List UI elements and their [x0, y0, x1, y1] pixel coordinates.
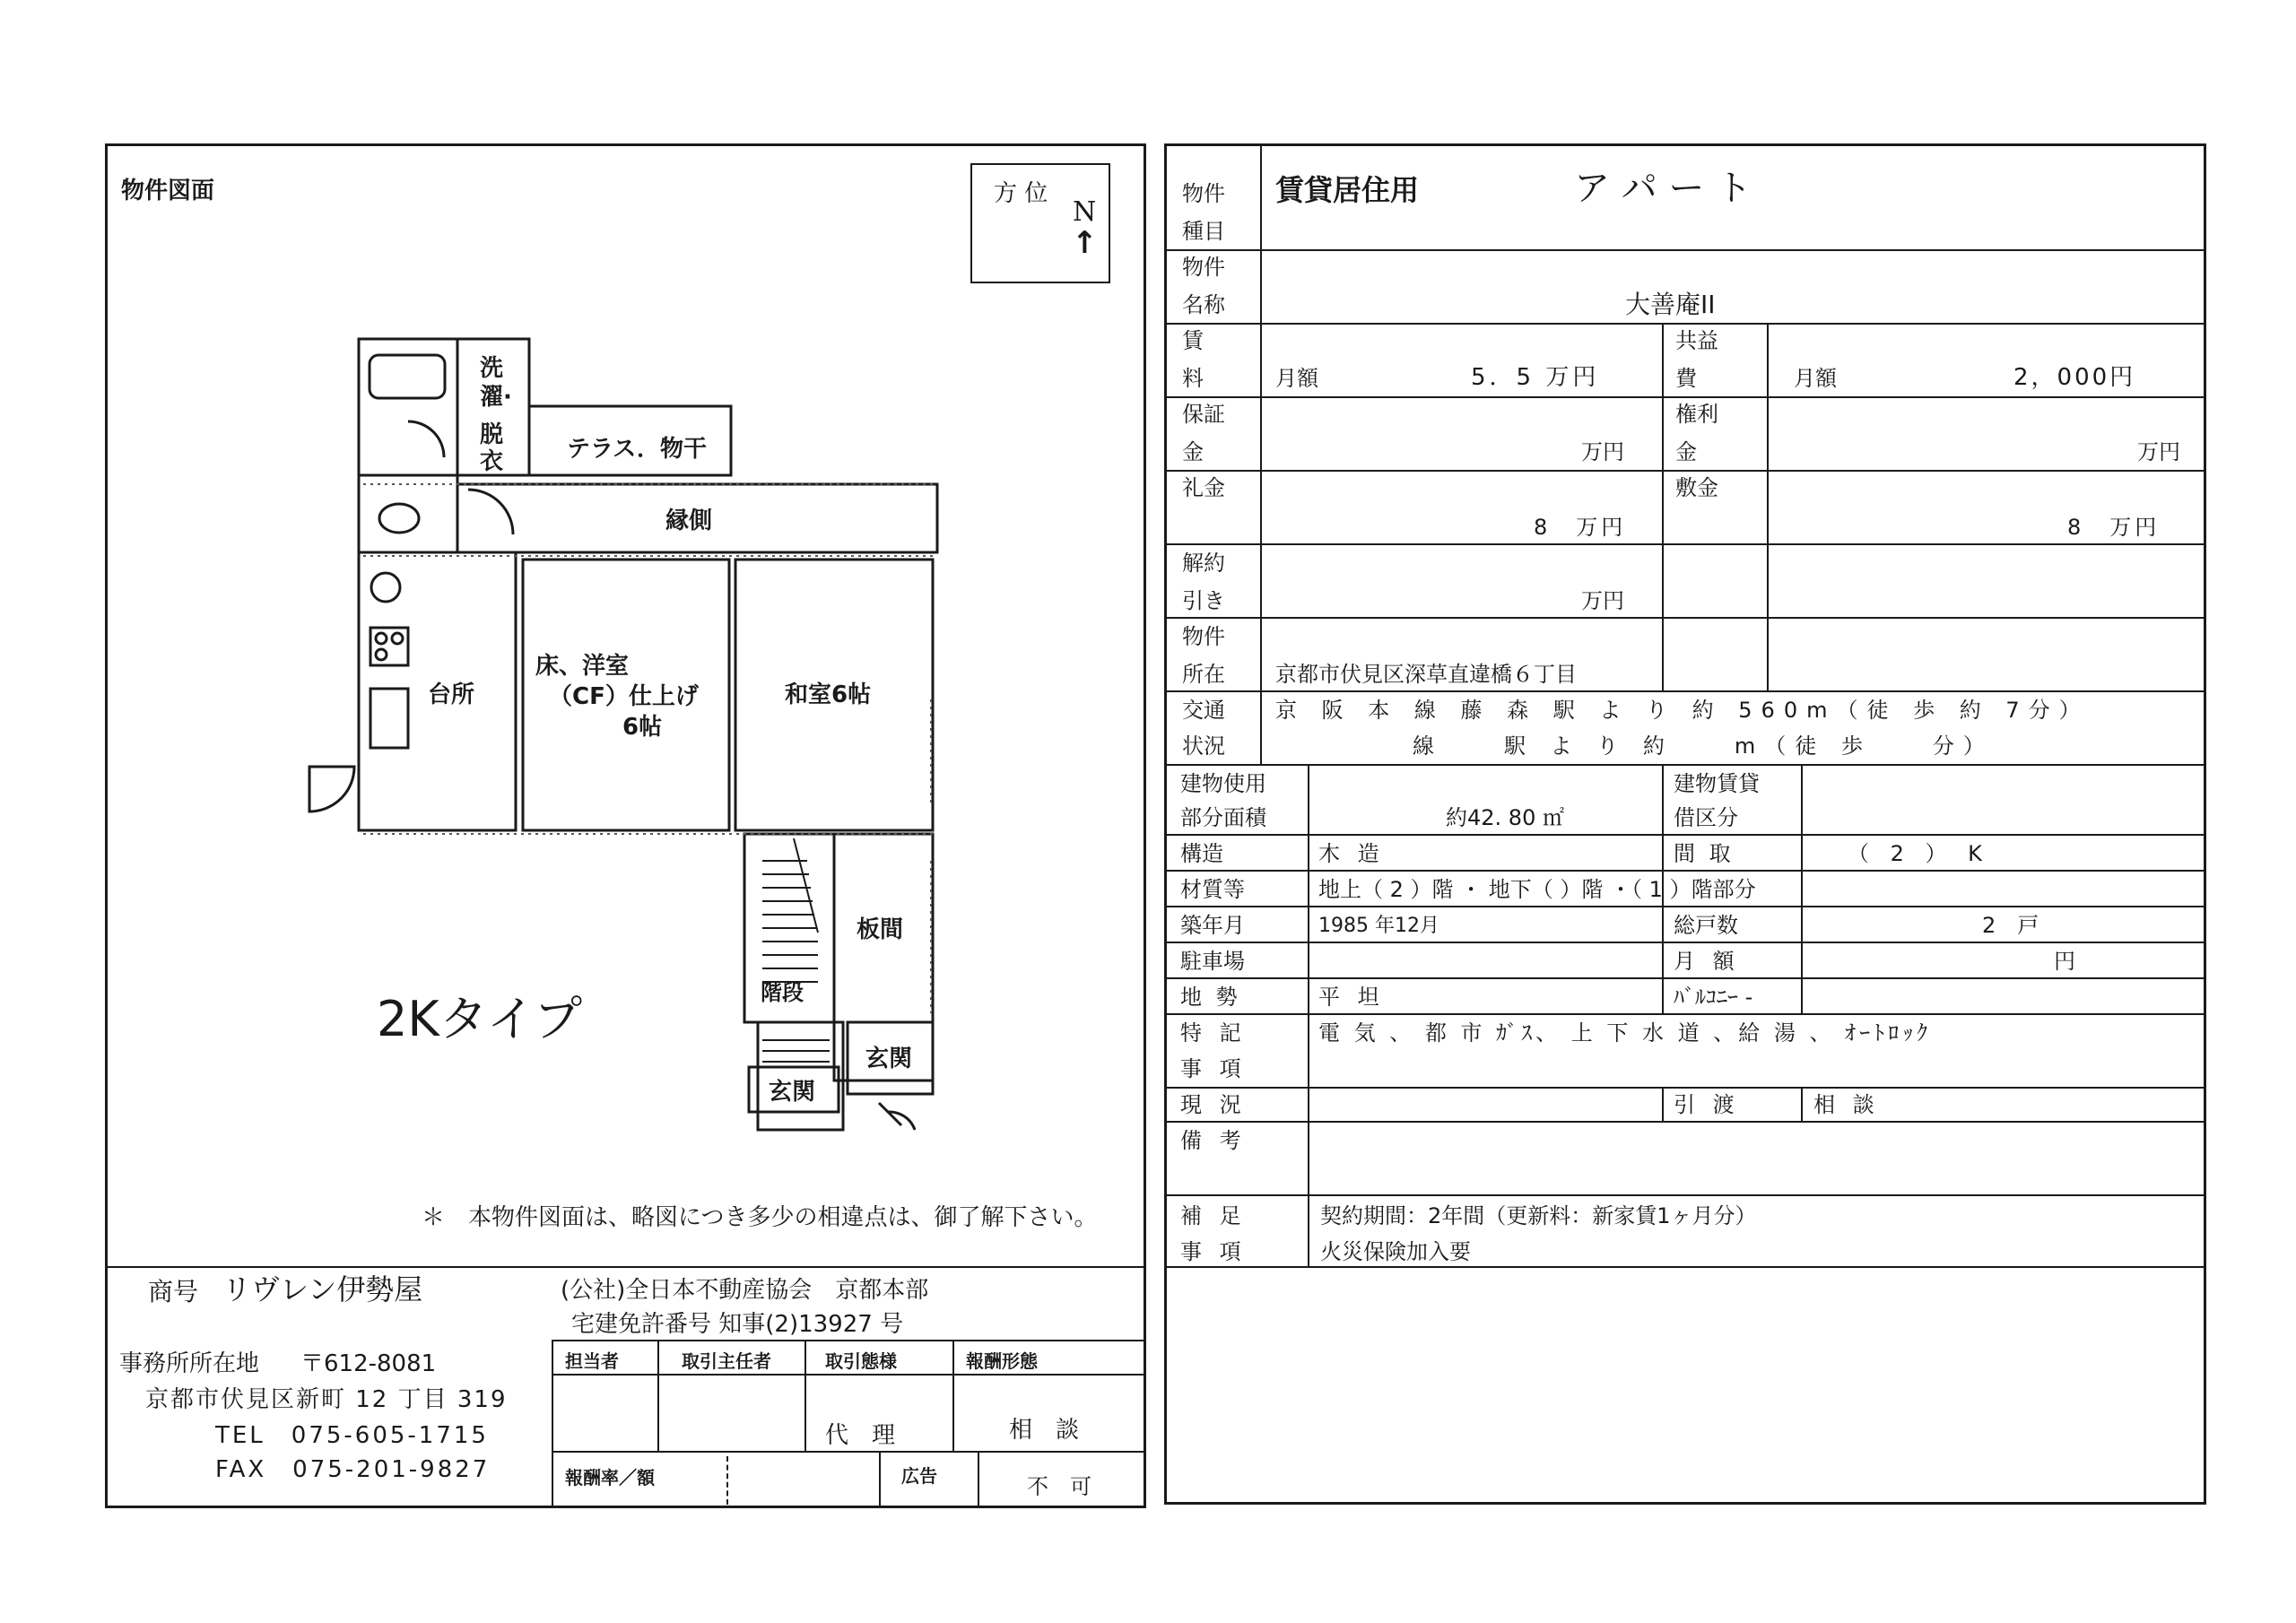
structure-value: 木 造: [1318, 841, 1385, 866]
trade-name: リヴレン伊勢屋: [222, 1272, 423, 1306]
material-value: 地上（ 2 ）階 ・ 地下（ ）階 ・（ 1 ）階部分: [1318, 877, 1756, 902]
terrain-label: 地 勢: [1180, 985, 1241, 1010]
divider: [1164, 323, 2206, 325]
remarks-label: 備 考: [1180, 1128, 1247, 1153]
kaiyaku-label: 引き: [1182, 588, 1225, 613]
room-japanese-label: 和室6帖: [785, 681, 872, 708]
rate-label: 報酬率／額: [565, 1467, 655, 1488]
rent-value: 5．5 万円: [1471, 364, 1600, 391]
divider: [552, 1340, 1146, 1341]
office-address-label: 事務所所在地: [119, 1350, 260, 1377]
postal-code: 〒612-8081: [300, 1350, 437, 1377]
reikin-value: 8 万円: [1534, 515, 1627, 540]
col-houshu: 報酬形態: [966, 1350, 1038, 1372]
divider: [1801, 1087, 1803, 1121]
col-torihiki: 取引主任者: [682, 1350, 771, 1372]
kyoeki-label: 費: [1675, 366, 1697, 391]
parking-label: 駐車場: [1180, 949, 1245, 974]
divider: [552, 1340, 553, 1508]
floor-plan-type-label: 2Kタイプ: [377, 991, 583, 1047]
built-label: 築年月: [1180, 913, 1245, 938]
divider: [552, 1451, 1146, 1453]
panel-header: 物件図面: [121, 178, 215, 204]
license-number: 宅建免許番号 知事(2)13927 号: [571, 1311, 904, 1338]
special-label: 事 項: [1180, 1056, 1247, 1081]
divider: [1260, 143, 1262, 764]
divider: [726, 1456, 728, 1505]
room-western-label: 6帖: [622, 714, 663, 741]
supp-label: 事 項: [1180, 1239, 1247, 1264]
type-building: ア パ ー ト: [1574, 168, 1752, 209]
val-houshu: 相 談: [1009, 1417, 1080, 1444]
kyoeki-label: 共益: [1675, 328, 1718, 353]
room-kitchen-label: 台所: [428, 681, 475, 708]
divider: [1164, 1121, 2206, 1123]
location-label: 物件: [1182, 624, 1225, 649]
divider: [1164, 764, 2206, 766]
area-value: 約42. 80 ㎡: [1446, 805, 1564, 830]
office-tel: TEL 075-605-1715: [215, 1422, 489, 1449]
hosho-value: 万円: [1581, 439, 1624, 464]
room-stairs-label: 階段: [761, 980, 804, 1005]
divider: [1164, 834, 2206, 836]
location-value: 京都市伏見区深草直違橋６丁目: [1275, 662, 1577, 687]
divider: [552, 1374, 1146, 1376]
transport-label: 交通: [1182, 698, 1225, 723]
divider: [1801, 764, 1803, 1013]
area-label: 建物使用: [1180, 771, 1266, 796]
divider: [1164, 543, 2206, 545]
disclaimer-note: ＊ 本物件図面は、略図につき多少の相違点は、御了解下さい。: [422, 1204, 1098, 1231]
kenri-label: 金: [1675, 439, 1697, 464]
madori-value: （ 2 ） K: [1848, 841, 1989, 866]
structure-label: 構造: [1180, 841, 1223, 866]
room-wash-label: 衣: [480, 448, 504, 475]
rent-month-label: 月額: [1275, 366, 1318, 391]
madori-label: 間 取: [1674, 841, 1735, 866]
room-engawa-label: 縁側: [665, 508, 713, 534]
kyoeki-value: 2，000円: [2013, 364, 2136, 391]
kenri-label: 権利: [1675, 402, 1718, 427]
parking-value: 円: [2054, 949, 2075, 974]
reikin-label: 礼金: [1182, 475, 1225, 500]
balcony-value: ﾊﾞﾙｺﾆｰ -: [1674, 985, 1753, 1010]
room-wash-label: 洗: [480, 355, 504, 382]
compass-north: N: [1073, 196, 1097, 228]
units-value: 2 戸: [1982, 913, 2039, 938]
shikikin-label: 敷金: [1675, 475, 1718, 500]
col-tanto: 担当者: [565, 1350, 619, 1372]
area-label: 部分面積: [1180, 805, 1266, 830]
divider: [1164, 396, 2206, 398]
val-taiyo: 代 理: [825, 1422, 896, 1449]
divider: [1308, 764, 1309, 1266]
material-label: 材質等: [1180, 877, 1245, 902]
divider: [952, 1340, 954, 1451]
type-label: 種目: [1182, 219, 1225, 244]
room-wash-label: 脱: [480, 421, 504, 448]
kaiyaku-value: 万円: [1581, 588, 1624, 613]
divider: [1164, 906, 2206, 907]
association-name: (公社)全日本不動産協会 京都本部: [561, 1277, 929, 1304]
built-value: 1985 年12月: [1318, 915, 1439, 937]
hosho-label: 金: [1182, 439, 1204, 464]
supp-contract: 契約期間：2年間（更新料：新家賃1ヶ月分）: [1320, 1203, 1757, 1228]
terrain-value: 平 坦: [1318, 985, 1385, 1010]
north-arrow-icon: ↑: [1072, 225, 1098, 261]
divider: [879, 1451, 881, 1508]
kenri-value: 万円: [2137, 439, 2180, 464]
divider: [1164, 1087, 2206, 1089]
rent-label: 料: [1182, 366, 1204, 391]
divider: [657, 1340, 659, 1451]
ad-label: 広告: [901, 1465, 937, 1487]
transport-route-1: 京 阪 本 線 藤 森 駅 よ り 約 560m（徒 歩 約 7分）: [1275, 698, 2090, 723]
office-fax: FAX 075-201-9827: [215, 1456, 491, 1483]
lease-label: 建物賃貸: [1674, 771, 1760, 796]
divider: [105, 1266, 1146, 1268]
divider: [1164, 1013, 2206, 1015]
ad-value: 不 可: [1027, 1474, 1091, 1499]
hosho-label: 保証: [1182, 402, 1225, 427]
kyoeki-month-label: 月額: [1794, 366, 1837, 391]
divider: [1164, 249, 2206, 251]
transport-route-2: 線 駅 よ り 約 m（徒 歩 分）: [1413, 733, 1994, 759]
kaiyaku-label: 解約: [1182, 551, 1225, 576]
col-taiyo: 取引態様: [825, 1350, 897, 1372]
lease-label: 借区分: [1674, 805, 1738, 830]
office-address: 京都市伏見区新町 12 丁目 319: [145, 1386, 508, 1413]
transport-label: 状況: [1182, 733, 1225, 759]
handover-label: 引 渡: [1674, 1092, 1740, 1117]
room-itanoma-label: 板間: [857, 916, 904, 943]
property-name: 大善庵II: [1625, 290, 1716, 319]
rent-label: 賃: [1182, 328, 1204, 353]
type-value: 賃貸居住用: [1275, 173, 1420, 207]
name-label: 物件: [1182, 255, 1225, 280]
divider: [1164, 870, 2206, 872]
room-entrance-label: 玄関: [769, 1079, 816, 1106]
special-label: 特 記: [1180, 1020, 1247, 1046]
units-label: 総戸数: [1674, 913, 1738, 938]
divider: [1662, 323, 1664, 690]
divider: [1662, 1087, 1664, 1121]
divider: [1164, 1266, 2206, 1268]
divider: [1164, 942, 2206, 943]
parking-month-label: 月 額: [1674, 949, 1740, 974]
divider: [1164, 977, 2206, 979]
room-entrance-label: 玄関: [865, 1046, 913, 1072]
type-label: 物件: [1182, 181, 1225, 206]
supp-label: 補 足: [1180, 1203, 1247, 1228]
divider: [978, 1451, 979, 1508]
divider: [1164, 617, 2206, 619]
special-value: 電 気 、 都 市 ｶﾞｽ、 上 下 水 道 、給 湯 、 ｵｰﾄﾛｯｸ: [1318, 1020, 1932, 1046]
room-terrace-label: テラス．物干: [567, 436, 708, 463]
location-label: 所在: [1182, 662, 1225, 687]
divider: [1164, 690, 2206, 692]
room-wash-label: 濯·: [480, 384, 512, 411]
divider: [804, 1340, 806, 1451]
shikikin-value: 8 万円: [2067, 515, 2161, 540]
name-label: 名称: [1182, 292, 1225, 317]
room-western-label: （CF）仕上げ: [549, 683, 699, 710]
status-label: 現 況: [1180, 1092, 1247, 1117]
trade-label: 商号: [148, 1277, 199, 1306]
supp-insurance: 火災保険加入要: [1320, 1239, 1471, 1264]
divider: [1767, 323, 1769, 690]
compass-label: 方 位: [994, 180, 1048, 207]
divider: [1164, 470, 2206, 472]
handover-value: 相 談: [1813, 1092, 1880, 1117]
room-western-label: 床、洋室: [535, 653, 630, 680]
divider: [1164, 1194, 2206, 1196]
